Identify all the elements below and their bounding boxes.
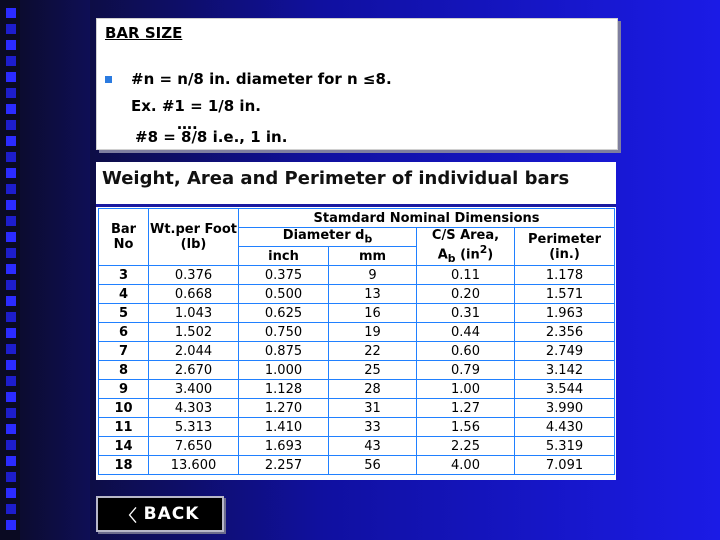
header-group: Stamdard Nominal Dimensions — [239, 209, 615, 228]
stripe-square — [6, 40, 16, 50]
table-row — [99, 304, 615, 323]
cell-inch: 1.693 — [239, 437, 329, 456]
cell-mm: 56 — [329, 456, 417, 475]
cell-wt: 1.043 — [149, 304, 239, 323]
stripe-square — [6, 328, 16, 338]
cell-perim: 3.142 — [515, 361, 615, 380]
cell-mm: 31 — [329, 399, 417, 418]
cell-area: 0.60 — [417, 342, 515, 361]
cell-inch: 0.750 — [239, 323, 329, 342]
stripe-square — [6, 216, 16, 226]
title-divider — [96, 204, 616, 207]
cell-wt: 3.400 — [149, 380, 239, 399]
header-inch: inch — [239, 247, 329, 266]
stripe-square — [6, 8, 16, 18]
stripe-square — [6, 136, 16, 146]
cell-perim: 7.091 — [515, 456, 615, 475]
cell-wt: 2.670 — [149, 361, 239, 380]
cell-area: 2.25 — [417, 437, 515, 456]
cell-area: 0.44 — [417, 323, 515, 342]
cell-area: 1.00 — [417, 380, 515, 399]
cell-mm: 22 — [329, 342, 417, 361]
cell-perim: 3.990 — [515, 399, 615, 418]
stripe-square — [6, 88, 16, 98]
stripe-square — [6, 168, 16, 178]
cell-mm: 16 — [329, 304, 417, 323]
stripe-square — [6, 200, 16, 210]
cell-mm: 43 — [329, 437, 417, 456]
stripe-square — [6, 376, 16, 386]
cell-wt: 5.313 — [149, 418, 239, 437]
table-row — [99, 342, 615, 361]
cell-bar: 5 — [99, 304, 149, 323]
cell-inch: 1.410 — [239, 418, 329, 437]
stripe-square — [6, 24, 16, 34]
back-label: BACK — [143, 504, 200, 524]
cell-bar: 6 — [99, 323, 149, 342]
cell-wt: 2.044 — [149, 342, 239, 361]
cell-perim: 3.544 — [515, 380, 615, 399]
cell-perim: 4.430 — [515, 418, 615, 437]
stripe-square — [6, 248, 16, 258]
example-2: #8 = 8/8 i.e., 1 in. — [135, 128, 288, 146]
cell-wt: 1.502 — [149, 323, 239, 342]
back-button[interactable] — [96, 496, 224, 532]
cell-bar: 10 — [99, 399, 149, 418]
cell-bar: 11 — [99, 418, 149, 437]
example-1: Ex. #1 = 1/8 in. — [131, 97, 261, 115]
stripe-square — [6, 120, 16, 130]
stripe-square — [6, 312, 16, 322]
bullet-text: #n = n/8 in. diameter for n ≤8. — [131, 70, 392, 88]
cell-inch: 1.128 — [239, 380, 329, 399]
cell-bar: 18 — [99, 456, 149, 475]
stripe-square — [6, 440, 16, 450]
cell-inch: 0.875 — [239, 342, 329, 361]
stripe-square — [6, 296, 16, 306]
cell-mm: 9 — [329, 266, 417, 285]
cell-mm: 19 — [329, 323, 417, 342]
cell-area: 1.27 — [417, 399, 515, 418]
cell-bar: 8 — [99, 361, 149, 380]
header-perimeter: Perimeter (in.) — [515, 228, 615, 266]
cell-bar: 9 — [99, 380, 149, 399]
stripe-square — [6, 456, 16, 466]
ellipsis: …. — [177, 115, 198, 133]
table-row — [99, 380, 615, 399]
cell-perim: 1.571 — [515, 285, 615, 304]
stripe-square — [6, 232, 16, 242]
cell-area: 0.11 — [417, 266, 515, 285]
back-arrow-icon: 〈 — [120, 505, 138, 525]
cell-area: 0.20 — [417, 285, 515, 304]
cell-wt: 0.668 — [149, 285, 239, 304]
cell-wt: 4.303 — [149, 399, 239, 418]
bar-properties-table — [98, 208, 615, 475]
cell-inch: 2.257 — [239, 456, 329, 475]
cell-inch: 1.270 — [239, 399, 329, 418]
stripe-square — [6, 72, 16, 82]
stripe-square — [6, 152, 16, 162]
bar-size-text-box — [96, 18, 618, 150]
table-row — [99, 399, 615, 418]
stripe-square — [6, 488, 16, 498]
table-title: Weight, Area and Perimeter of individual bars — [102, 168, 570, 189]
cell-mm: 28 — [329, 380, 417, 399]
cell-wt: 0.376 — [149, 266, 239, 285]
cell-inch: 0.375 — [239, 266, 329, 285]
table-row — [99, 285, 615, 304]
cell-wt: 13.600 — [149, 456, 239, 475]
cell-inch: 1.000 — [239, 361, 329, 380]
heading: BAR SIZE — [105, 24, 183, 42]
cell-perim: 2.356 — [515, 323, 615, 342]
table-row — [99, 361, 615, 380]
cell-bar: 14 — [99, 437, 149, 456]
stripe-square — [6, 424, 16, 434]
cell-perim: 5.319 — [515, 437, 615, 456]
stripe-square — [6, 56, 16, 66]
header-wt-per-foot: Wt.per Foot (lb) — [149, 209, 239, 266]
cell-mm: 13 — [329, 285, 417, 304]
stripe-square — [6, 472, 16, 482]
cell-area: 4.00 — [417, 456, 515, 475]
cell-inch: 0.500 — [239, 285, 329, 304]
cell-area: 1.56 — [417, 418, 515, 437]
cell-wt: 7.650 — [149, 437, 239, 456]
decorative-stripe — [0, 0, 20, 540]
cell-area: 0.31 — [417, 304, 515, 323]
header-bar-no: Bar No — [99, 209, 149, 266]
decorative-panel — [20, 0, 90, 540]
cell-perim: 1.178 — [515, 266, 615, 285]
cell-bar: 3 — [99, 266, 149, 285]
stripe-square — [6, 264, 16, 274]
stripe-square — [6, 408, 16, 418]
cell-perim: 1.963 — [515, 304, 615, 323]
stripe-square — [6, 104, 16, 114]
stripe-square — [6, 392, 16, 402]
cell-inch: 0.625 — [239, 304, 329, 323]
header-mm: mm — [329, 247, 417, 266]
stripe-square — [6, 184, 16, 194]
bar-table-panel — [96, 162, 616, 480]
cell-bar: 4 — [99, 285, 149, 304]
cell-perim: 2.749 — [515, 342, 615, 361]
table-row — [99, 418, 615, 437]
stripe-square — [6, 360, 16, 370]
stripe-square — [6, 504, 16, 514]
cell-mm: 33 — [329, 418, 417, 437]
stripe-square — [6, 520, 16, 530]
header-area: C/S Area, $A_b$ $(in^2)$ — [417, 228, 515, 266]
table-row — [99, 437, 615, 456]
table-row — [99, 323, 615, 342]
stripe-square — [6, 280, 16, 290]
cell-mm: 25 — [329, 361, 417, 380]
bullet-icon — [105, 76, 112, 83]
table-row — [99, 266, 615, 285]
cell-bar: 7 — [99, 342, 149, 361]
stripe-square — [6, 344, 16, 354]
header-diameter: Diameter $d_b$ — [239, 228, 417, 247]
cell-area: 0.79 — [417, 361, 515, 380]
table-row — [99, 456, 615, 475]
